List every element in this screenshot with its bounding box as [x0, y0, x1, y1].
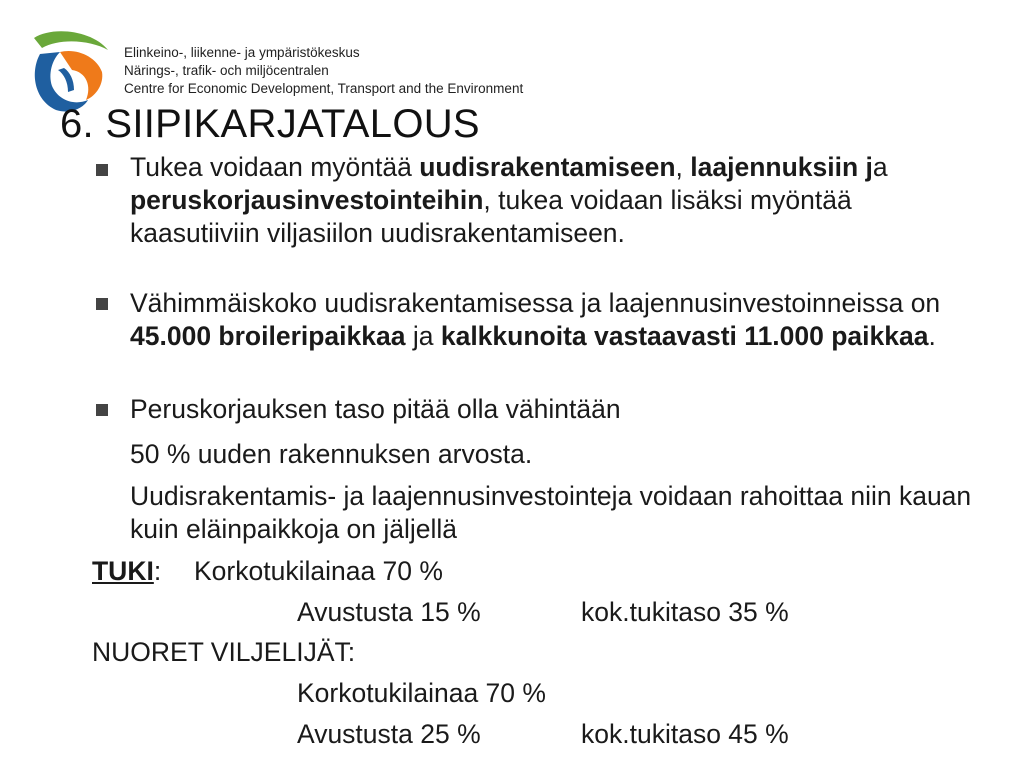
nuoret-kok-tukitaso: kok.tukitaso 45 % — [581, 719, 789, 749]
bullet-marker — [96, 298, 108, 310]
nuoret-korko: Korkotukilainaa 70 % — [297, 678, 546, 708]
bullet-marker — [96, 164, 108, 176]
org-name-finnish: Elinkeino-, liikenne- ja ympäristökeskus — [124, 45, 360, 60]
renovation-level-text: 50 % uuden rakennuksen arvosta. — [130, 439, 533, 469]
tuki-label: TUKI — [92, 556, 154, 586]
nuoret-avustus: Avustusta 25 % — [297, 719, 481, 749]
tuki-row: TUKI: — [92, 556, 162, 586]
tuki-kok-tukitaso: kok.tukitaso 35 % — [581, 597, 789, 627]
bullet-marker — [96, 404, 108, 416]
investment-note-text: Uudisrakentamis- ja laajennusinvestointeja voidaan rahoittaa niin kauan kuin eläinpaikkoja on jäljellä — [130, 481, 972, 544]
org-name-english: Centre for Economic Development, Transport and the Environment — [124, 81, 524, 96]
nuoret-label: NUORET VILJELIJÄT: — [92, 637, 356, 667]
tuki-korko: Korkotukilainaa 70 % — [194, 556, 443, 586]
bullet-3-text: Peruskorjauksen taso pitää olla vähintään — [130, 394, 621, 424]
bullet-1-text: Tukea voidaan myöntää uudisrakentamiseen, laajennuksiin ja peruskorjausinvestointeihin, tukea voidaan lisäksi myöntää kaasutiiviin viljasiilon uudisrakentamiseen. — [130, 152, 888, 248]
tuki-avustus: Avustusta 15 % — [297, 597, 481, 627]
slide-title: 6. SIIPIKARJATALOUS — [60, 102, 480, 146]
org-name-swedish: Närings-, trafik- och miljöcentralen — [124, 63, 329, 78]
bullet-2-text: Vähimmäiskoko uudisrakentamisessa ja laajennusinvestoinneissa on 45.000 broileripaikkaa ja kalkkunoita vastaavasti 11.000 paikkaa. — [130, 288, 941, 351]
